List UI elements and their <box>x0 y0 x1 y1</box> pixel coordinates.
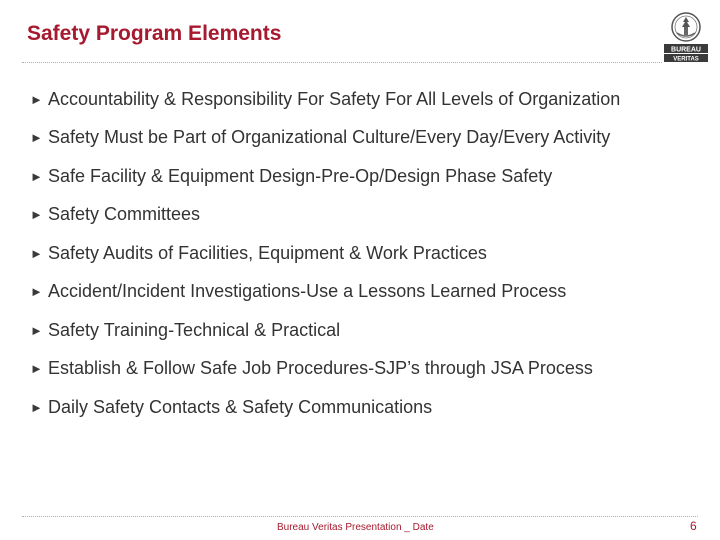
bullet-arrow-icon: ► <box>30 207 43 223</box>
bullet-text: Accountability & Responsibility For Safety For All Levels of Organization <box>48 88 621 109</box>
bullet-item <box>30 80 620 119</box>
company-logo <box>662 8 710 64</box>
bullet-item <box>30 119 620 158</box>
footer-text: Bureau Veritas Presentation _ Date <box>277 522 434 533</box>
bullet-arrow-icon: ► <box>30 245 43 261</box>
bullet-text: Safety Committees <box>48 204 201 225</box>
bullet-text: Safe Facility & Equipment Design-Pre-Op/Design Phase Safety <box>48 165 553 186</box>
bullet-arrow-icon: ► <box>30 284 43 300</box>
bullet-text: Safety Audits of Facilities, Equipment & Work Practices <box>48 242 487 263</box>
bullet-item <box>30 350 620 389</box>
page-number: 6 <box>690 519 697 533</box>
bullet-arrow-icon: ► <box>30 322 43 338</box>
slide-title: Safety Program Elements <box>27 22 282 45</box>
bullet-arrow-icon: ► <box>30 130 43 146</box>
bullet-item <box>30 196 620 235</box>
bullet-arrow-icon: ► <box>30 91 43 107</box>
logo-line2: VERITAS <box>673 56 699 63</box>
bullet-item <box>30 234 620 273</box>
bullet-list <box>30 80 620 427</box>
bullet-text: Safety Training-Technical & Practical <box>48 319 341 340</box>
bullet-arrow-icon: ► <box>30 168 43 184</box>
title-divider <box>22 62 662 63</box>
bullet-arrow-icon: ► <box>30 399 43 415</box>
bullet-item <box>30 273 620 312</box>
bullet-item <box>30 388 620 427</box>
bullet-item <box>30 157 620 196</box>
bullet-arrow-icon: ► <box>30 361 43 377</box>
bullet-text: Accident/Incident Investigations-Use a Lessons Learned Process <box>48 281 567 302</box>
footer-divider <box>22 516 698 517</box>
bureau-veritas-seal-icon <box>662 8 710 64</box>
bullet-text: Establish & Follow Safe Job Procedures-SJP’s through JSA Process <box>48 358 593 379</box>
bullet-item <box>30 311 620 350</box>
logo-line1: BUREAU <box>671 46 701 54</box>
bullet-text: Daily Safety Contacts & Safety Communications <box>48 396 433 417</box>
bullet-text: Safety Must be Part of Organizational Culture/Every Day/Every Activity <box>48 127 611 148</box>
